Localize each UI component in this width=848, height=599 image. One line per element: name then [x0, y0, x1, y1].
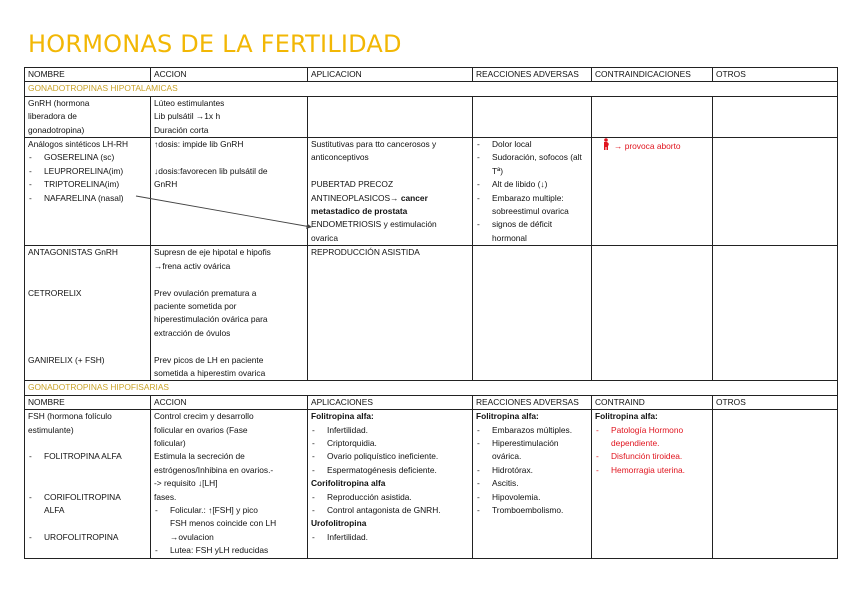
list-item: - TRIPTORELINA(im): [28, 178, 147, 191]
text-line: [28, 313, 147, 326]
text-line: anticonceptivos: [311, 152, 369, 163]
text-line: [154, 340, 304, 353]
header-contraind: CONTRAIND: [592, 395, 713, 409]
text-line: -> requisito ↓[LH]: [154, 478, 218, 489]
cell-reacciones: [473, 246, 592, 381]
table-row: [25, 138, 838, 246]
list-item: - CORIFOLITROPINA: [28, 491, 147, 504]
text-line: Folitropina alfa:: [595, 411, 658, 422]
text-line: [28, 273, 147, 286]
hormone-table: [24, 67, 838, 559]
text-line: Lib pulsátil →1x h: [154, 111, 221, 122]
header-aplicaciones: APLICACIONES: [308, 395, 473, 409]
list-item: - Embarazo multiple: sobreestimul ovarica: [476, 192, 588, 219]
cell-nombre: [25, 410, 151, 558]
text-line: extracción de óvulos: [154, 327, 231, 338]
text-line: folicular): [154, 437, 186, 448]
text-line: →frena activ ovárica: [154, 260, 231, 271]
header-reacciones: REACCIONES ADVERSAS: [473, 68, 592, 82]
section-row: [25, 381, 838, 395]
text-line: metastadico de prostata: [311, 206, 408, 217]
text-line: Supresn de eje hipotal e hipofis: [154, 247, 271, 258]
section-row: [25, 82, 838, 96]
text-line: [28, 260, 147, 273]
text-line: [311, 192, 469, 205]
section-title: GONADOTROPINAS HIPOTALAMICAS: [25, 82, 838, 96]
text-line: CETRORELIX: [28, 287, 82, 298]
text-line: Folitropina alfa:: [311, 411, 374, 422]
text-line: gonadotropina): [28, 124, 85, 135]
list-item: - Control antagonista de GNRH.: [311, 504, 469, 517]
text-line: ovarica: [311, 232, 338, 243]
text-line: ↑dosis: impide lib GnRH: [154, 139, 244, 150]
text-span: → provoca aborto: [614, 141, 681, 152]
list-item: - Infertilidad.: [311, 424, 469, 437]
cell-nombre: [25, 246, 151, 381]
text-line: [28, 340, 147, 353]
cell-aplicacion: [308, 96, 473, 137]
text-line: Lúteo estimulantes: [154, 97, 225, 108]
table-row: [25, 246, 838, 381]
table-row: [25, 96, 838, 137]
text-line: GnRH (hormona: [28, 97, 90, 108]
page-title: HORMONAS DE LA FERTILIDAD: [28, 30, 402, 58]
text-line: Sustitutivas para tto cancerosos y: [311, 139, 437, 150]
list-item: - Espermatogénesis deficiente.: [311, 464, 469, 477]
text-line: Prev picos de LH en paciente: [154, 354, 264, 365]
list-item: - Lutea: FSH yLH reducidas: [154, 544, 304, 557]
cell-reacciones: [473, 410, 592, 558]
list-item: - Folicular.: ↑[FSH] y pico: [154, 504, 304, 517]
section-title: GONADOTROPINAS HIPOFISARIAS: [25, 381, 838, 395]
text-line: [28, 300, 147, 313]
list-item: - signos de déficit hormonal: [476, 218, 588, 245]
cell-aplicacion: [308, 138, 473, 246]
text-line: [28, 464, 147, 477]
cell-otros: [713, 138, 838, 246]
header-nombre: NOMBRE: [25, 395, 151, 409]
list-item: - Hemorragia uterina.: [595, 464, 709, 477]
text-line: [154, 273, 304, 286]
text-line: REPRODUCCIÓN ASISTIDA: [311, 247, 420, 258]
list-item: - FOLITROPINA ALFA: [28, 450, 147, 463]
text-line: Duración corta: [154, 124, 209, 135]
header-contraindicaciones: CONTRAINDICACIONES: [592, 68, 713, 82]
header-otros: OTROS: [713, 395, 838, 409]
text-line: [311, 165, 469, 178]
list-item: - Hiperestimulación ovárica.: [476, 437, 588, 464]
cell-accion: [151, 246, 308, 381]
header-aplicacion: APLICACION: [308, 68, 473, 82]
list-item: - Hidrotórax.: [476, 464, 588, 477]
list-item: - Hipovolemia.: [476, 491, 588, 504]
list-item: - NAFARELINA (nasal): [28, 192, 147, 205]
list-item: - Embarazos múltiples.: [476, 424, 588, 437]
text-line: PUBERTAD PRECOZ: [311, 179, 394, 190]
text-line: Urofolitropina: [311, 518, 367, 529]
header-reacciones: REACCIONES ADVERSAS: [473, 395, 592, 409]
header-nombre: NOMBRE: [25, 68, 151, 82]
cell-accion: [151, 410, 308, 558]
pregnant-woman-icon: [601, 138, 611, 151]
header-row: [25, 395, 838, 409]
text-span: cancer: [400, 192, 428, 203]
text-line: GnRH: [154, 179, 178, 190]
text-line: Análogos sintéticos LH-RH: [28, 139, 129, 150]
list-item: - Criptorquidia.: [311, 437, 469, 450]
text-line: [154, 151, 304, 164]
cell-otros: [713, 96, 838, 137]
list-item: - GOSERELINA (sc): [28, 151, 147, 164]
text-line: [28, 327, 147, 340]
text-line: GANIRELIX (+ FSH): [28, 354, 105, 365]
list-item: - UROFOLITROPINA: [28, 531, 147, 544]
cell-otros: [713, 410, 838, 558]
list-item: - Patología Hormono dependiente.: [595, 424, 709, 451]
text-line: hiperestimulación ovárica para: [154, 314, 268, 325]
cell-contra: [592, 96, 713, 137]
text-line: Corifolitropina alfa: [311, 478, 386, 489]
text-line: FSH (hormona folículo: [28, 411, 112, 422]
cell-reacciones: [473, 138, 592, 246]
text-line: estimulante): [28, 424, 74, 435]
cell-accion: [151, 138, 308, 246]
text-line: sometida a hiperestim ovarica: [154, 367, 266, 378]
list-item: - LEUPRORELINA(im): [28, 165, 147, 178]
text-span: ANTINEOPLASICOS→: [311, 192, 401, 203]
text-line: [28, 437, 147, 450]
cell-nombre: [25, 138, 151, 246]
cell-aplicaciones: [308, 410, 473, 558]
cell-reacciones: [473, 96, 592, 137]
text-line: →ovulacion: [170, 531, 214, 542]
text-line: estrógenos/Inhibina en ovarios.-: [154, 464, 274, 475]
list-item: - Dolor local: [476, 138, 588, 151]
list-item: - Ovario poliquístico ineficiente.: [311, 450, 469, 463]
text-line: ↓dosis:favorecen lib pulsátil de: [154, 165, 268, 176]
table-row: [25, 410, 838, 558]
cell-accion: [151, 96, 308, 137]
text-line: Folitropina alfa:: [476, 411, 539, 422]
list-item: - Reproducción asistida.: [311, 491, 469, 504]
header-accion: ACCION: [151, 395, 308, 409]
text-line: ANTAGONISTAS GnRH: [28, 247, 118, 258]
cell-aplicacion: [308, 246, 473, 381]
text-line: ALFA: [44, 505, 65, 515]
list-item: - Infertilidad.: [311, 531, 469, 544]
list-item: - Tromboembolismo.: [476, 504, 588, 517]
text-line: fases.: [154, 491, 177, 502]
text-line: [28, 517, 147, 530]
text-line: folicular en ovarios (Fase: [154, 424, 248, 435]
text-line: FSH menos coincide con LH: [170, 518, 277, 529]
list-item: - Sudoración, sofocos (alt Tª): [476, 151, 588, 178]
text-line: [595, 138, 709, 153]
text-line: Prev ovulación prematura a: [154, 287, 257, 298]
list-item: - Alt de libido (↓): [476, 178, 588, 191]
cell-contra: [592, 138, 713, 246]
text-line: [28, 477, 147, 490]
cell-contra: [592, 246, 713, 381]
cell-otros: [713, 246, 838, 381]
header-otros: OTROS: [713, 68, 838, 82]
list-item: - Disfunción tiroidea.: [595, 450, 709, 463]
text-line: ENDOMETRIOSIS y estimulación: [311, 219, 437, 230]
header-accion: ACCION: [151, 68, 308, 82]
header-row: [25, 68, 838, 82]
text-line: paciente sometida por: [154, 300, 237, 311]
cell-nombre: [25, 96, 151, 137]
text-line: Estimula la secreción de: [154, 451, 245, 462]
text-line: Control crecim y desarrollo: [154, 411, 254, 422]
cell-contraind: [592, 410, 713, 558]
list-item: - Ascitis.: [476, 477, 588, 490]
text-line: liberadora de: [28, 111, 77, 122]
